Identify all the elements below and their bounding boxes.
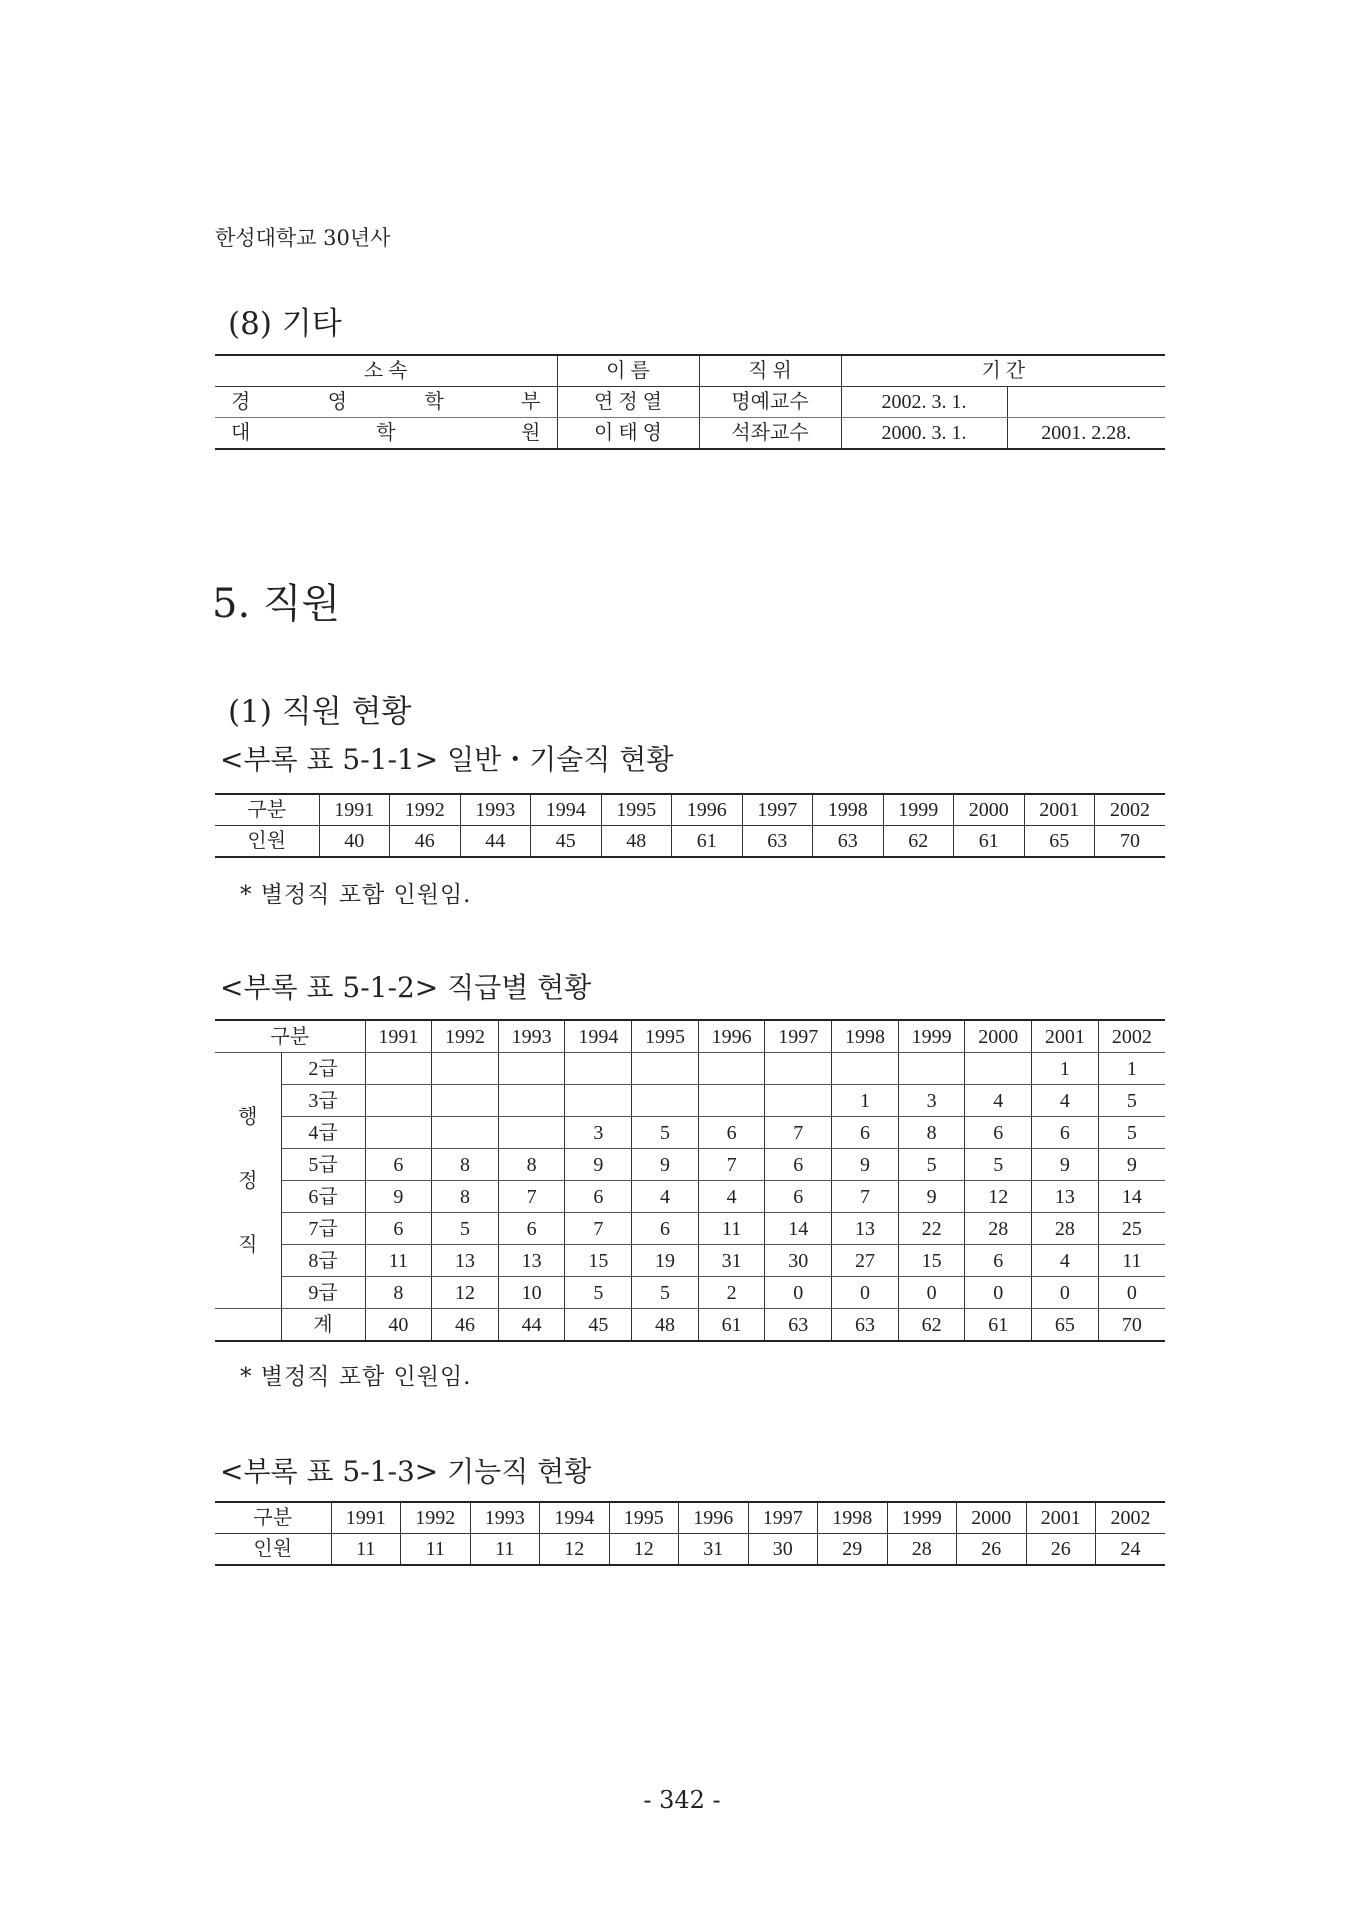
year-cell: 1994	[540, 1502, 610, 1534]
value-cell: 7	[832, 1181, 899, 1213]
total-spacer	[215, 1309, 281, 1342]
table-header-row	[215, 1502, 1165, 1534]
row-label: 인원	[215, 1534, 331, 1566]
dept-cell	[215, 387, 557, 418]
value-cell: 5	[632, 1277, 699, 1309]
table-512-caption: <부록 표 5-1-2> 직급별 현황	[220, 971, 592, 1004]
value-cell	[565, 1053, 632, 1085]
value-cell	[632, 1085, 699, 1117]
total-cell: 70	[1121, 1313, 1142, 1336]
value-cell: 0	[1098, 1277, 1165, 1309]
value-cell: 8	[498, 1149, 565, 1181]
dept-char: 원	[521, 422, 541, 444]
total-cell: 61	[965, 1309, 1032, 1342]
running-head: 한성대학교 30년사	[215, 226, 391, 250]
total-cell: 63	[765, 1309, 832, 1342]
total-cell: 45	[565, 1309, 632, 1342]
value-cell: 46	[390, 826, 461, 858]
value-cell: 7	[765, 1117, 832, 1149]
value-cell: 5	[432, 1213, 499, 1245]
value-cell: 6	[965, 1117, 1032, 1149]
year-cell: 2000	[965, 1020, 1032, 1053]
total-row	[215, 1309, 1165, 1342]
year-cell: 1997	[748, 1502, 818, 1534]
value-cell: 31	[698, 1245, 765, 1277]
year-cell: 1993	[470, 1502, 540, 1534]
value-cell: 70	[1120, 830, 1140, 852]
value-cell: 11	[365, 1245, 432, 1277]
value-cell: 11	[698, 1213, 765, 1245]
value-cell: 25	[1098, 1213, 1165, 1245]
value-cell	[365, 1117, 432, 1149]
value-cell: 63	[813, 826, 884, 858]
end-date-cell	[1007, 387, 1165, 418]
year-cell: 2001	[1026, 1502, 1096, 1534]
value-cell: 9	[1032, 1149, 1099, 1181]
group-label-cell	[215, 1053, 281, 1309]
value-cell: 62	[883, 826, 954, 858]
dept-char: 부	[521, 391, 541, 413]
year-cell: 1999	[898, 1020, 965, 1053]
grade-cell: 7급	[281, 1213, 365, 1245]
year-cell: 1994	[531, 794, 602, 826]
value-cell: 6	[832, 1117, 899, 1149]
value-cell: 28	[1032, 1213, 1099, 1245]
total-cell: 63	[832, 1309, 899, 1342]
position-cell: 명예교수	[699, 387, 841, 418]
value-cell: 11	[401, 1534, 471, 1566]
value-cell: 61	[672, 826, 743, 858]
value-cell: 7	[698, 1149, 765, 1181]
position-cell: 석좌교수	[699, 418, 841, 450]
value-cell: 4	[698, 1181, 765, 1213]
value-cell: 6	[765, 1181, 832, 1213]
value-cell: 0	[832, 1277, 899, 1309]
value-cell: 40	[319, 826, 390, 858]
value-cell: 0	[965, 1277, 1032, 1309]
value-cell	[498, 1053, 565, 1085]
value-cell	[365, 1053, 432, 1085]
value-cell: 9	[1098, 1149, 1165, 1181]
name-cell: 이 태 영	[557, 418, 699, 450]
grade-cell: 3급	[281, 1085, 365, 1117]
table-511-note: * 별정직 포함 인원임.	[240, 882, 472, 908]
group-label-char: 정	[238, 1169, 258, 1192]
page-number: - 342 -	[643, 1786, 721, 1814]
table-row	[215, 826, 1165, 858]
value-cell: 2	[698, 1277, 765, 1309]
value-cell: 12	[540, 1534, 610, 1566]
year-cell: 2002	[1096, 1502, 1166, 1534]
value-cell: 6	[765, 1149, 832, 1181]
value-cell: 65	[1024, 826, 1095, 858]
value-cell	[898, 1053, 965, 1085]
value-cell	[765, 1085, 832, 1117]
year-cell: 2001	[1032, 1020, 1099, 1053]
value-cell: 7	[498, 1181, 565, 1213]
value-cell: 13	[1032, 1181, 1099, 1213]
table-511	[215, 793, 1165, 858]
dept-cell	[215, 418, 557, 450]
total-cell: 44	[498, 1309, 565, 1342]
year-cell: 2002	[1098, 1020, 1165, 1053]
misc-table	[215, 354, 1165, 450]
value-cell: 6	[365, 1149, 432, 1181]
value-cell	[698, 1053, 765, 1085]
start-date-cell: 2000. 3. 1.	[841, 418, 1007, 450]
year-cell: 1999	[887, 1502, 957, 1534]
table-513-caption: <부록 표 5-1-3> 기능직 현황	[220, 1455, 592, 1488]
value-cell: 8	[432, 1181, 499, 1213]
value-cell: 3	[898, 1085, 965, 1117]
value-cell: 13	[432, 1245, 499, 1277]
year-cell: 1992	[390, 794, 461, 826]
table-row	[215, 1085, 1165, 1117]
value-cell: 5	[565, 1277, 632, 1309]
total-cell: 48	[632, 1309, 699, 1342]
group-label-char: 직	[238, 1233, 258, 1256]
value-cell: 5	[1098, 1085, 1165, 1117]
year-cell: 1991	[331, 1502, 401, 1534]
table-row	[215, 1053, 1165, 1085]
grade-cell: 4급	[281, 1117, 365, 1149]
table-row	[215, 1149, 1165, 1181]
value-cell: 5	[632, 1117, 699, 1149]
value-cell	[832, 1053, 899, 1085]
value-cell	[432, 1053, 499, 1085]
value-cell: 63	[742, 826, 813, 858]
value-cell: 12	[965, 1181, 1032, 1213]
year-cell: 1996	[679, 1502, 749, 1534]
grade-cell: 6급	[281, 1181, 365, 1213]
header-cell: 이 름	[557, 355, 699, 387]
total-cell: 46	[432, 1309, 499, 1342]
value-cell: 61	[954, 826, 1025, 858]
value-cell: 13	[498, 1245, 565, 1277]
value-cell: 8	[365, 1277, 432, 1309]
value-cell: 1	[1032, 1053, 1099, 1085]
value-cell: 24	[1120, 1538, 1141, 1560]
value-cell: 26	[957, 1534, 1027, 1566]
year-cell: 1998	[832, 1020, 899, 1053]
value-cell	[632, 1053, 699, 1085]
value-cell: 27	[832, 1245, 899, 1277]
value-cell: 9	[365, 1181, 432, 1213]
value-cell	[765, 1053, 832, 1085]
value-cell: 44	[460, 826, 531, 858]
section-8-title: (8) 기타	[228, 306, 342, 342]
value-cell: 13	[832, 1213, 899, 1245]
grade-cell: 8급	[281, 1245, 365, 1277]
start-date-cell: 2002. 3. 1.	[841, 387, 1007, 418]
value-cell	[565, 1085, 632, 1117]
value-cell: 22	[898, 1213, 965, 1245]
value-cell: 4	[632, 1181, 699, 1213]
value-cell: 11	[331, 1534, 401, 1566]
value-cell: 9	[898, 1181, 965, 1213]
dept-char: 경	[231, 391, 251, 413]
value-cell: 1	[1098, 1053, 1165, 1085]
year-cell: 1991	[365, 1020, 432, 1053]
name-cell: 연 정 열	[557, 387, 699, 418]
value-cell: 48	[601, 826, 672, 858]
table-512	[215, 1019, 1165, 1342]
year-cell: 1997	[742, 794, 813, 826]
table-row	[215, 418, 1165, 450]
value-cell: 4	[1032, 1085, 1099, 1117]
year-cell: 2000	[957, 1502, 1027, 1534]
table-row	[215, 1117, 1165, 1149]
year-cell: 1993	[460, 794, 531, 826]
table-row	[215, 1277, 1165, 1309]
value-cell	[698, 1085, 765, 1117]
value-cell: 45	[531, 826, 602, 858]
value-cell: 11	[470, 1534, 540, 1566]
year-cell: 1992	[401, 1502, 471, 1534]
subsection-title: (1) 직원 현황	[228, 694, 412, 730]
value-cell: 4	[965, 1085, 1032, 1117]
dept-char: 학	[424, 391, 444, 413]
value-cell	[498, 1117, 565, 1149]
value-cell: 6	[1032, 1117, 1099, 1149]
header-label: 구분	[215, 1502, 331, 1534]
year-cell: 1993	[498, 1020, 565, 1053]
total-cell: 62	[898, 1309, 965, 1342]
year-cell: 1992	[432, 1020, 499, 1053]
value-cell: 14	[1098, 1181, 1165, 1213]
row-label: 인원	[215, 826, 319, 858]
total-cell: 40	[365, 1309, 432, 1342]
dept-char: 영	[327, 391, 348, 413]
value-cell: 0	[765, 1277, 832, 1309]
value-cell: 12	[432, 1277, 499, 1309]
value-cell	[365, 1085, 432, 1117]
value-cell: 5	[965, 1149, 1032, 1181]
total-cell: 61	[698, 1309, 765, 1342]
value-cell: 14	[765, 1213, 832, 1245]
grade-cell: 5급	[281, 1149, 365, 1181]
grade-cell: 9급	[281, 1277, 365, 1309]
value-cell	[498, 1085, 565, 1117]
value-cell: 7	[565, 1213, 632, 1245]
value-cell: 31	[679, 1534, 749, 1566]
year-cell: 2002	[1095, 794, 1166, 826]
year-cell: 1996	[698, 1020, 765, 1053]
value-cell: 26	[1026, 1534, 1096, 1566]
value-cell	[432, 1117, 499, 1149]
grade-cell: 2급	[281, 1053, 365, 1085]
value-cell: 4	[1032, 1245, 1099, 1277]
value-cell: 6	[698, 1117, 765, 1149]
table-511-caption: <부록 표 5-1-1> 일반・기술직 현황	[220, 743, 674, 776]
table-header-row	[215, 1020, 1165, 1053]
year-cell: 1995	[632, 1020, 699, 1053]
year-cell: 1998	[813, 794, 884, 826]
value-cell: 8	[898, 1117, 965, 1149]
header-label: 구분	[215, 1020, 365, 1053]
table-row	[215, 387, 1165, 418]
value-cell: 6	[965, 1245, 1032, 1277]
table-header-row	[215, 794, 1165, 826]
table-header-row	[215, 355, 1165, 387]
total-cell: 65	[1032, 1309, 1099, 1342]
value-cell: 6	[565, 1181, 632, 1213]
value-cell: 8	[432, 1149, 499, 1181]
table-513	[215, 1501, 1165, 1566]
year-cell: 1991	[319, 794, 390, 826]
table-512-note: * 별정직 포함 인원임.	[240, 1364, 472, 1390]
value-cell: 3	[565, 1117, 632, 1149]
value-cell: 28	[965, 1213, 1032, 1245]
value-cell: 19	[632, 1245, 699, 1277]
year-cell: 1994	[565, 1020, 632, 1053]
value-cell: 9	[832, 1149, 899, 1181]
value-cell	[432, 1085, 499, 1117]
year-cell: 1998	[818, 1502, 888, 1534]
value-cell: 15	[898, 1245, 965, 1277]
year-cell: 2000	[954, 794, 1025, 826]
value-cell: 5	[898, 1149, 965, 1181]
header-cell: 기 간	[841, 355, 1165, 387]
total-label: 계	[281, 1309, 365, 1342]
chapter-title: 5. 직원	[212, 581, 341, 627]
value-cell	[965, 1053, 1032, 1085]
table-row	[215, 1245, 1165, 1277]
value-cell: 15	[565, 1245, 632, 1277]
dept-char: 대	[231, 422, 251, 444]
year-cell: 1999	[883, 794, 954, 826]
header-cell: 직 위	[699, 355, 841, 387]
year-cell: 1995	[609, 1502, 679, 1534]
year-cell: 1995	[601, 794, 672, 826]
value-cell: 30	[748, 1534, 818, 1566]
value-cell: 9	[565, 1149, 632, 1181]
table-row	[215, 1213, 1165, 1245]
value-cell: 6	[632, 1213, 699, 1245]
table-row	[215, 1181, 1165, 1213]
value-cell: 11	[1098, 1245, 1165, 1277]
header-cell: 소 속	[215, 355, 557, 387]
value-cell: 6	[498, 1213, 565, 1245]
year-cell: 1996	[672, 794, 743, 826]
value-cell: 1	[832, 1085, 899, 1117]
value-cell: 0	[1032, 1277, 1099, 1309]
value-cell: 28	[887, 1534, 957, 1566]
group-label-char: 행	[238, 1105, 258, 1128]
value-cell: 29	[818, 1534, 888, 1566]
value-cell: 10	[498, 1277, 565, 1309]
value-cell: 0	[898, 1277, 965, 1309]
year-cell: 2001	[1024, 794, 1095, 826]
end-date-cell: 2001. 2.28.	[1007, 418, 1165, 450]
table-row	[215, 1534, 1165, 1566]
value-cell: 6	[365, 1213, 432, 1245]
value-cell: 5	[1098, 1117, 1165, 1149]
value-cell: 12	[609, 1534, 679, 1566]
value-cell: 9	[632, 1149, 699, 1181]
dept-char: 학	[376, 422, 396, 444]
year-cell: 1997	[765, 1020, 832, 1053]
header-label: 구분	[215, 794, 319, 826]
value-cell: 30	[765, 1245, 832, 1277]
